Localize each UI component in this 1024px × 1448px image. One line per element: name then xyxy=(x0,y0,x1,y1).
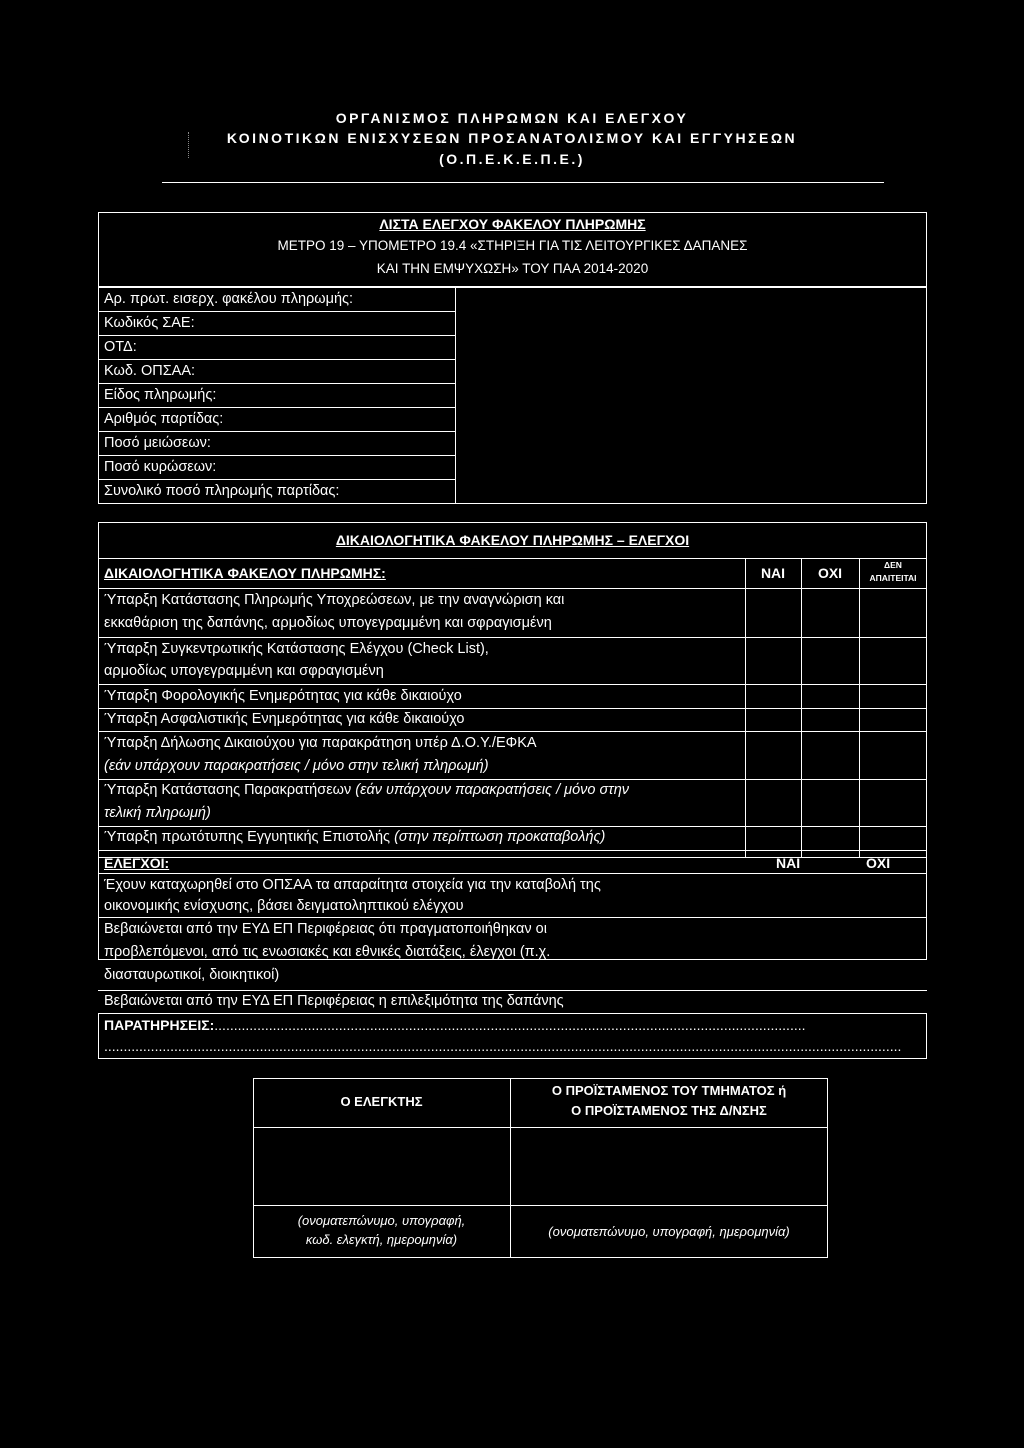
info-column-divider xyxy=(455,287,456,504)
doc-row-2-line2: αρμοδίως υπογεγραμμένη και σφραγισμένη xyxy=(104,663,384,679)
field-reductions: Ποσό μειώσεων: xyxy=(104,435,211,451)
field-protocol-no: Αρ. πρωτ. εισερχ. φακέλου πληρωμής: xyxy=(104,291,354,307)
doc-row-2-line1: Ύπαρξη Συγκεντρωτικής Κατάστασης Ελέγχου (Check List), xyxy=(104,641,489,657)
check-row-2-line1: Βεβαιώνεται από την ΕΥΔ ΕΠ Περιφέρειας ότι πραγματοποιήθηκαν οι xyxy=(104,921,547,937)
remarks-dots-2: ............................................................................................................................................................................................................. xyxy=(104,1038,902,1054)
col-yes-header: ΝΑΙ xyxy=(760,565,786,581)
doc-row-5-line2: (εάν υπάρχουν παρακρατήσεις / μόνο στην τελική πληρωμή) xyxy=(104,758,489,774)
col-no-header: ΟΧΙ xyxy=(817,565,843,581)
remarks-line1 xyxy=(104,1017,920,1033)
doc-row-line xyxy=(98,826,927,827)
section-divider xyxy=(98,558,927,559)
doc-row-6-italic: (εάν υπάρχουν παρακρατήσεις / μόνο στην xyxy=(355,782,629,798)
head-title-line1: Ο ΠΡΟΪΣΤΑΜΕΝΟΣ ΤΟΥ ΤΜΗΜΑΤΟΣ ή xyxy=(551,1083,787,1098)
org-name-line1: ΟΡΓΑΝΙΣΜΟΣ ΠΛΗΡΩΜΩΝ ΚΑΙ ΕΛΕΓΧΟΥ xyxy=(335,110,689,126)
check-row-line xyxy=(98,873,927,874)
field-otd: ΟΤΔ: xyxy=(104,339,137,355)
check-row-1-line2: οικονομικής ενίσχυσης, βάσει δειγματοληπτικού ελέγχου xyxy=(104,898,464,914)
title-line2: ΜΕΤΡΟ 19 – ΥΠΟΜΕΤΡΟ 19.4 «ΣΤΗΡΙΞΗ ΓΙΑ ΤΙΣ ΛΕΙΤΟΥΡΓΙΚΕΣ ΔΑΠΑΝΕΣ xyxy=(277,238,748,253)
check-row-line xyxy=(98,917,927,918)
doc-row-7-italic: (στην περίπτωση προκαταβολής) xyxy=(394,829,606,845)
doc-row-line xyxy=(98,731,927,732)
col-na-header-2: ΑΠΑΙΤΕΙΤΑΙ xyxy=(869,573,917,583)
inspector-note-line2: κωδ. ελεγκτή, ημερομηνία) xyxy=(305,1232,458,1247)
info-row-line xyxy=(98,479,455,480)
head-title-line2: Ο ΠΡΟΪΣΤΑΜΕΝΟΣ ΤΗΣ Δ/ΝΣΗΣ xyxy=(571,1103,767,1118)
check-row-1-line1: Έχουν καταχωρηθεί στο ΟΠΣΑΑ τα απαραίτητα στοιχεία για την καταβολή της xyxy=(104,877,601,893)
remarks-label: ΠΑΡΑΤΗΡΗΣΕΙΣ: xyxy=(104,1017,215,1033)
doc-row-line xyxy=(98,684,927,685)
field-penalties: Ποσό κυρώσεων: xyxy=(104,459,217,475)
doc-row-7-text: Ύπαρξη πρωτότυπης Εγγυητικής Επιστολής xyxy=(104,829,395,845)
doc-row-7 xyxy=(104,829,605,845)
inspector-title: Ο ΕΛΕΓΚΤΗΣ xyxy=(340,1094,423,1109)
check-row-line xyxy=(98,990,927,991)
doc-row-line xyxy=(98,637,927,638)
info-row-line xyxy=(98,359,455,360)
doc-row-4: Ύπαρξη Ασφαλιστικής Ενημερότητας για κάθε δικαιούχο xyxy=(104,711,465,727)
info-row-line xyxy=(98,431,455,432)
remarks-dots-1: ........................................................................................................................................................ xyxy=(214,1017,806,1033)
check-row-2-line3: διασταυρωτικοί, διοικητικοί) xyxy=(104,967,280,983)
doc-row-1-line1: Ύπαρξη Κατάστασης Πληρωμής Υποχρεώσεων, με την αναγνώριση και xyxy=(104,592,565,608)
checks-heading: ΕΛΕΓΧΟΙ: xyxy=(104,855,170,871)
checks-no-header: ΟΧΙ xyxy=(866,855,891,871)
check-row-2-line2: προβλεπόμενοι, από τις ενωσιακές και εθνικές διατάξεις, έλεγχοι (π.χ. xyxy=(104,944,551,960)
info-row-line xyxy=(98,455,455,456)
head-note: (ονοματεπώνυμο, υπογραφή, ημερομηνία) xyxy=(548,1224,790,1239)
org-name-line2: ΚΟΙΝΟΤΙΚΩΝ ΕΝΙΣΧΥΣΕΩΝ ΠΡΟΣΑΝΑΤΟΛΙΣΜΟΥ ΚΑΙ ΕΓΓΥΗΣΕΩΝ xyxy=(226,130,798,146)
title-line3: ΚΑΙ ΤΗΝ ΕΜΨΥΧΩΣΗ» ΤΟΥ ΠΑΑ 2014-2020 xyxy=(376,261,649,276)
info-row-line xyxy=(98,383,455,384)
field-batch-no: Αριθμός παρτίδας: xyxy=(104,411,224,427)
doc-row-1-line2: εκκαθάριση της δαπάνης, αρμοδίως υπογεγραμμένη και σφραγισμένη xyxy=(104,615,552,631)
section-title: ΔΙΚΑΙΟΛΟΓΗΤΙΚΑ ΦΑΚΕΛΟΥ ΠΛΗΡΩΜΗΣ – ΕΛΕΓΧΟΙ xyxy=(335,532,690,548)
doc-row-line xyxy=(98,779,927,780)
signatures-header-line xyxy=(253,1127,828,1128)
field-payment-type: Είδος πληρωμής: xyxy=(104,387,217,403)
org-acronym: (Ο.Π.Ε.Κ.Ε.Π.Ε.) xyxy=(439,151,585,167)
doc-row-6-line1 xyxy=(104,782,629,798)
docs-heading: ΔΙΚΑΙΟΛΟΓΗΤΙΚΑ ΦΑΚΕΛΟΥ ΠΛΗΡΩΜΗΣ: xyxy=(104,565,386,581)
checks-yes-header: ΝΑΙ xyxy=(776,855,801,871)
signatures-note-line xyxy=(253,1205,828,1206)
info-fields-table xyxy=(98,287,927,504)
col-na-header-1: ΔΕΝ xyxy=(884,560,902,570)
doc-row-line xyxy=(98,708,927,709)
header-divider xyxy=(162,182,884,183)
info-row-line xyxy=(98,311,455,312)
inspector-note-line1: (ονοματεπώνυμο, υπογραφή, xyxy=(297,1213,466,1228)
doc-row-line xyxy=(98,588,927,589)
field-total-amount: Συνολικό ποσό πληρωμής παρτίδας: xyxy=(104,483,340,499)
check-row-3: Βεβαιώνεται από την ΕΥΔ ΕΠ Περιφέρειας η επιλεξιμότητα της δαπάνης xyxy=(104,993,564,1009)
doc-row-3: Ύπαρξη Φορολογικής Ενημερότητας για κάθε δικαιούχο xyxy=(104,688,462,704)
info-row-line xyxy=(98,335,455,336)
info-row-line xyxy=(98,407,455,408)
title-line1: ΛΙΣΤΑ ΕΛΕΓΧΟΥ ΦΑΚΕΛΟΥ ΠΛΗΡΩΜΗΣ xyxy=(379,216,646,232)
doc-row-6-text: Ύπαρξη Κατάστασης Παρακρατήσεων xyxy=(104,782,356,798)
field-sae-code: Κωδικός ΣΑΕ: xyxy=(104,315,195,331)
doc-row-6-line2: τελική πληρωμή) xyxy=(104,805,211,821)
doc-row-5-line1: Ύπαρξη Δήλωσης Δικαιούχου για παρακράτηση υπέρ Δ.Ο.Υ./ΕΦΚΑ xyxy=(104,735,537,751)
field-opsaa-code: Κωδ. ΟΠΣΑΑ: xyxy=(104,363,196,379)
